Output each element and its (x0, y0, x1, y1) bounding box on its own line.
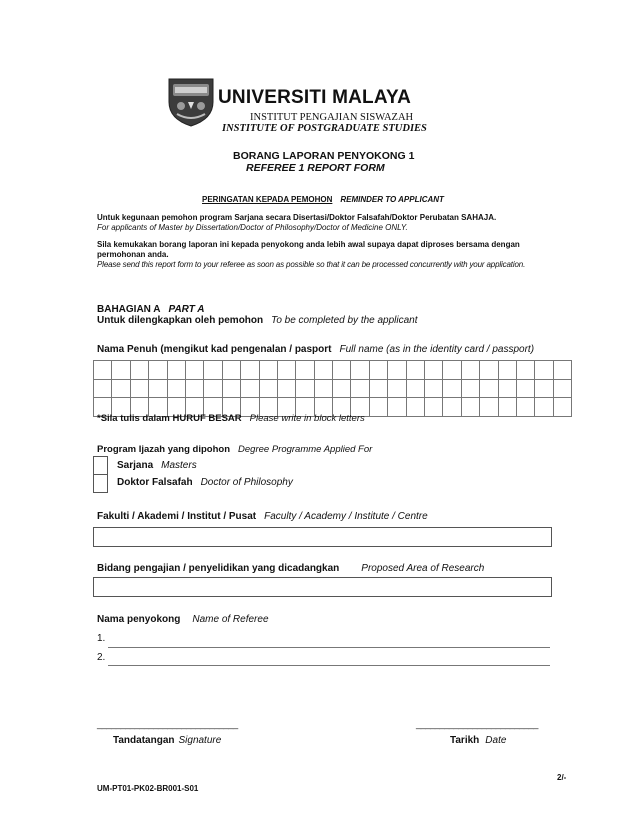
masters-option (117, 460, 197, 471)
fullname-letter-cell[interactable] (498, 398, 516, 417)
notice-p1-en: For applicants of Master by Dissertation/Doctor of Philosophy/Doctor of Medicine ONLY. (97, 223, 408, 232)
referee-line-2[interactable] (108, 665, 550, 666)
fullname-letter-cell[interactable] (296, 361, 314, 380)
fullname-letter-cell[interactable] (149, 361, 167, 380)
date-label (450, 735, 506, 746)
research-label-ms: Bidang pengajian / penyelidikan yang dicadangkan (97, 563, 340, 574)
fullname-letter-cell[interactable] (425, 398, 443, 417)
fullname-letter-cell[interactable] (369, 398, 387, 417)
block-letters-note (97, 413, 365, 424)
fullname-letter-cell[interactable] (461, 379, 479, 398)
research-field[interactable] (93, 577, 552, 597)
referee-label-en: Name of Referee (192, 614, 269, 625)
fullname-letter-cell[interactable] (204, 379, 222, 398)
fullname-letter-cell[interactable] (480, 398, 498, 417)
university-crest (166, 76, 216, 128)
date-label-ms: Tarikh (450, 735, 480, 746)
referee-line-1-number: 1. (97, 633, 106, 644)
signature-label-ms: Tandatangan (113, 735, 175, 746)
fullname-label-en: Full name (as in the identity card / passport) (339, 344, 535, 355)
fullname-letter-cell[interactable] (425, 379, 443, 398)
fullname-letter-cell[interactable] (333, 379, 351, 398)
fullname-letter-cell[interactable] (296, 379, 314, 398)
notice-heading-ms: PERINGATAN KEPADA PEMOHON (202, 195, 333, 204)
notice-heading-en: REMINDER TO APPLICANT (340, 195, 444, 204)
fullname-letter-cell[interactable] (443, 398, 461, 417)
institute-name-ms: INSTITUT PENGAJIAN SISWAZAH (250, 112, 414, 123)
fullname-letter-cell[interactable] (351, 379, 369, 398)
fullname-letter-cell[interactable] (480, 379, 498, 398)
faculty-field[interactable] (93, 527, 552, 547)
fullname-letter-cell[interactable] (185, 361, 203, 380)
fullname-letter-cell[interactable] (112, 361, 130, 380)
referee-line-1[interactable] (108, 647, 550, 648)
fullname-letter-cell[interactable] (516, 398, 534, 417)
fullname-letter-cell[interactable] (167, 361, 185, 380)
fullname-letter-cell[interactable] (222, 361, 240, 380)
masters-option-en: Masters (161, 460, 197, 471)
fullname-letter-cell[interactable] (185, 379, 203, 398)
part-a-subtitle-ms: Untuk dilengkapkan oleh pemohon (97, 315, 264, 326)
referee-label (97, 614, 269, 625)
fullname-letter-cell[interactable] (461, 398, 479, 417)
fullname-letter-cell[interactable] (94, 361, 112, 380)
fullname-letter-cell[interactable] (425, 361, 443, 380)
fullname-letter-cell[interactable] (259, 379, 277, 398)
faculty-label (97, 511, 428, 522)
fullname-letter-cell[interactable] (94, 379, 112, 398)
date-label-en: Date (485, 735, 507, 746)
part-a-label (97, 304, 204, 315)
crest-shield-icon (166, 76, 216, 128)
fullname-letter-cell[interactable] (314, 361, 332, 380)
fullname-letter-cell[interactable] (443, 379, 461, 398)
fullname-letter-cell[interactable] (535, 379, 553, 398)
fullname-grid[interactable] (93, 360, 572, 417)
fullname-letter-cell[interactable] (553, 361, 571, 380)
signature-line[interactable]: ______________________________ (97, 719, 238, 730)
fullname-letter-cell[interactable] (388, 361, 406, 380)
phd-option (117, 477, 293, 488)
faculty-label-en: Faculty / Academy / Institute / Centre (264, 511, 428, 522)
fullname-grid-row (94, 379, 572, 398)
phd-option-ms: Doktor Falsafah (117, 477, 193, 488)
referee-line-2-number: 2. (97, 652, 106, 663)
notice-p1-ms: Untuk kegunaan pemohon program Sarjana secara Disertasi/Doktor Falsafah/Doktor Perubatan SAHAJA. (97, 213, 497, 222)
notice-p2-ms-2: permohonan anda. (97, 250, 169, 259)
fullname-letter-cell[interactable] (241, 379, 259, 398)
phd-checkbox[interactable] (93, 474, 108, 493)
fullname-letter-cell[interactable] (388, 398, 406, 417)
fullname-grid-row (94, 361, 572, 380)
fullname-letter-cell[interactable] (553, 398, 571, 417)
block-letters-note-en: Please write in block letters (249, 413, 365, 424)
fullname-letter-cell[interactable] (406, 379, 424, 398)
referee-label-ms: Nama penyokong (97, 614, 181, 625)
university-name: UNIVERSITI MALAYA (218, 87, 412, 108)
page-marker: 2/- (557, 773, 567, 782)
signature-label-en: Signature (178, 735, 222, 746)
notice-p2-ms-1: Sila kemukakan borang laporan ini kepada penyokong anda lebih awal supaya dapat diproses bersama dengan (97, 240, 520, 249)
fullname-letter-cell[interactable] (277, 379, 295, 398)
fullname-letter-cell[interactable] (314, 379, 332, 398)
block-letters-note-ms: *Sila tulis dalam HURUF BESAR (97, 413, 242, 424)
phd-option-en: Doctor of Philosophy (200, 477, 293, 488)
fullname-letter-cell[interactable] (498, 379, 516, 398)
notice-p2-en: Please send this report form to your referee as soon as possible so that it can be processed concurrently with your application. (97, 260, 526, 269)
fullname-letter-cell[interactable] (480, 361, 498, 380)
fullname-letter-cell[interactable] (351, 361, 369, 380)
fullname-letter-cell[interactable] (130, 361, 148, 380)
fullname-letter-cell[interactable] (130, 379, 148, 398)
fullname-letter-cell[interactable] (388, 379, 406, 398)
fullname-letter-cell[interactable] (553, 379, 571, 398)
research-label-en: Proposed Area of Research (361, 563, 485, 574)
signature-label (113, 735, 221, 746)
fullname-letter-cell[interactable] (149, 379, 167, 398)
fullname-letter-cell[interactable] (535, 398, 553, 417)
masters-option-ms: Sarjana (117, 460, 154, 471)
notice-heading (202, 195, 444, 204)
form-title-en: REFEREE 1 REPORT FORM (246, 162, 385, 174)
fullname-label (97, 344, 534, 355)
fullname-letter-cell[interactable] (112, 379, 130, 398)
fullname-label-ms: Nama Penuh (mengikut kad pengenalan / pasport (97, 344, 332, 355)
fullname-letter-cell[interactable] (498, 361, 516, 380)
faculty-label-ms: Fakulti / Akademi / Institut / Pusat (97, 511, 257, 522)
fullname-letter-cell[interactable] (259, 361, 277, 380)
part-a-label-ms: BAHAGIAN A (97, 304, 161, 315)
fullname-letter-cell[interactable] (516, 361, 534, 380)
fullname-letter-cell[interactable] (443, 361, 461, 380)
form-title-ms: BORANG LAPORAN PENYOKONG 1 (233, 150, 415, 162)
fullname-letter-cell[interactable] (535, 361, 553, 380)
form-code: UM-PT01-PK02-BR001-S01 (97, 784, 199, 793)
date-line[interactable]: __________________________ (416, 719, 538, 730)
programme-label-en: Degree Programme Applied For (238, 444, 373, 455)
masters-checkbox[interactable] (93, 456, 108, 475)
fullname-letter-cell[interactable] (241, 361, 259, 380)
part-a-label-en: PART A (168, 304, 205, 315)
programme-label (97, 444, 372, 455)
fullname-letter-cell[interactable] (369, 379, 387, 398)
research-label (97, 563, 484, 574)
fullname-letter-cell[interactable] (406, 398, 424, 417)
fullname-letter-cell[interactable] (277, 361, 295, 380)
fullname-letter-cell[interactable] (222, 379, 240, 398)
fullname-letter-cell[interactable] (516, 379, 534, 398)
fullname-letter-cell[interactable] (369, 361, 387, 380)
part-a-subtitle-en: To be completed by the applicant (271, 315, 418, 326)
part-a-subtitle (97, 315, 418, 326)
fullname-letter-cell[interactable] (204, 361, 222, 380)
fullname-letter-cell[interactable] (461, 361, 479, 380)
fullname-letter-cell[interactable] (406, 361, 424, 380)
programme-label-ms: Program Ijazah yang dipohon (97, 444, 231, 455)
fullname-letter-cell[interactable] (333, 361, 351, 380)
fullname-letter-cell[interactable] (167, 379, 185, 398)
institute-name-en: INSTITUTE OF POSTGRADUATE STUDIES (222, 123, 427, 134)
